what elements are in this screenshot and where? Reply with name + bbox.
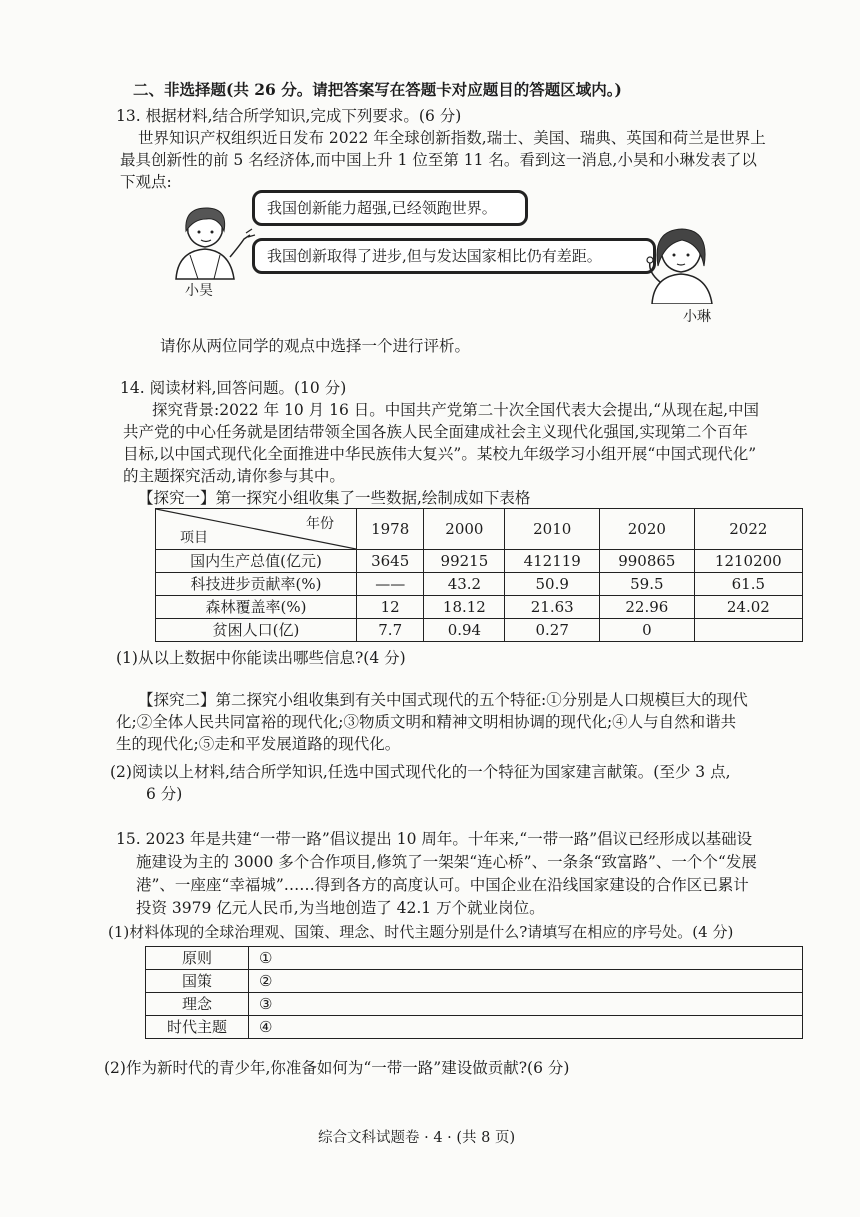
q13-title: 13. 根据材料,结合所学知识,完成下列要求。(6 分) bbox=[116, 107, 462, 125]
table-cell: 7.7 bbox=[357, 619, 424, 642]
probe2-line: 生的现代化;⑤走和平发展道路的现代化。 bbox=[116, 735, 401, 753]
q13-text-line: 世界知识产权组织近日发布 2022 年全球创新指数,瑞士、美国、瑞典、英国和荷兰是世界上 bbox=[138, 129, 766, 147]
table-cell: 99215 bbox=[424, 550, 505, 573]
year-header: 2010 bbox=[505, 509, 600, 550]
year-header: 2000 bbox=[424, 509, 505, 550]
table-cell: 3645 bbox=[357, 550, 424, 573]
table-row bbox=[146, 947, 803, 970]
table-row bbox=[146, 993, 803, 1016]
row-label: 贫困人口(亿) bbox=[156, 619, 357, 642]
section-header: 二、非选择题(共 26 分。请把答案写在答题卡对应题目的答题区域内。) bbox=[133, 80, 622, 99]
boy-name: 小昊 bbox=[185, 283, 213, 299]
q14-sub1: (1)从以上数据中你能读出哪些信息?(4 分) bbox=[116, 649, 406, 667]
q14-title: 14. 阅读材料,回答问题。(10 分) bbox=[120, 379, 347, 397]
table-cell: 18.12 bbox=[424, 596, 505, 619]
q14-sub2-line: (2)阅读以上材料,结合所学知识,任选中国式现代化的一个特征为国家建言献策。(至少 3 点, bbox=[110, 763, 731, 781]
table-cell: 59.5 bbox=[600, 573, 695, 596]
table-row bbox=[146, 1016, 803, 1039]
fill-answer-cell[interactable]: ④ bbox=[249, 1016, 803, 1039]
fill-answer-cell[interactable]: ② bbox=[249, 970, 803, 993]
table-header-row bbox=[156, 509, 803, 550]
table-cell: 0.94 bbox=[424, 619, 505, 642]
fill-label: 国策 bbox=[146, 970, 249, 993]
table-cell bbox=[694, 619, 802, 642]
year-header: 2020 bbox=[600, 509, 695, 550]
table-row bbox=[146, 970, 803, 993]
probe1-title: 【探究一】第一探究小组收集了一些数据,绘制成如下表格 bbox=[138, 489, 531, 507]
bubble-boy: 我国创新能力超强,已经领跑世界。 bbox=[252, 190, 528, 226]
probe2-line: 【探究二】第二探究小组收集到有关中国式现代的五个特征:①分别是人口规模巨大的现代 bbox=[138, 691, 748, 709]
row-label: 国内生产总值(亿元) bbox=[156, 550, 357, 573]
fill-label: 时代主题 bbox=[146, 1016, 249, 1039]
q13-text-line: 最具创新性的前 5 名经济体,而中国上升 1 位至第 11 名。看到这一消息,小昊和小琳发表了以 bbox=[120, 151, 757, 169]
q15-sub2: (2)作为新时代的青少年,你准备如何为“一带一路”建设做贡献?(6 分) bbox=[104, 1059, 570, 1077]
table-cell: 0.27 bbox=[505, 619, 600, 642]
fill-answer-cell[interactable]: ① bbox=[249, 947, 803, 970]
q15-text-line: 投资 3979 亿元人民币,为当地创造了 42.1 万个就业岗位。 bbox=[136, 899, 545, 917]
q14-text-line: 共产党的中心任务就是团结带领全国各族人民全面建成社会主义现代化强国,实现第二个百年 bbox=[123, 423, 748, 441]
table-cell: 22.96 bbox=[600, 596, 695, 619]
table-cell: 61.5 bbox=[694, 573, 802, 596]
answer-fill-table bbox=[145, 946, 803, 1039]
girl-name: 小琳 bbox=[683, 309, 711, 325]
probe2-line: 化;②全体人民共同富裕的现代化;③物质文明和精神文明相协调的现代化;④人与自然和谐共 bbox=[116, 713, 737, 731]
year-header: 1978 bbox=[357, 509, 424, 550]
q15-title: 15. 2023 年是共建“一带一路”倡议提出 10 周年。十年来,“一带一路”倡议已经形成以基础设 bbox=[116, 830, 753, 848]
bubble-girl: 我国创新取得了进步,但与发达国家相比仍有差距。 bbox=[252, 238, 656, 274]
data-table bbox=[155, 508, 803, 642]
q13-text-line: 下观点: bbox=[120, 173, 172, 191]
q15-text-line: 施建设为主的 3000 多个合作项目,修筑了一架架“连心桥”、一条条“致富路”、一个个“发展 bbox=[136, 853, 757, 871]
q15-sub1: (1)材料体现的全球治理观、国策、理念、时代主题分别是什么?请填写在相应的序号处。(4 分) bbox=[108, 923, 734, 941]
table-row bbox=[156, 596, 803, 619]
boy-illustration bbox=[168, 205, 258, 280]
corner-item-label: 项目 bbox=[180, 530, 208, 546]
table-cell: —— bbox=[357, 573, 424, 596]
q15-text-line: 港”、一座座“幸福城”……得到各方的高度认可。中国企业在沿线国家建设的合作区已累计 bbox=[136, 876, 749, 894]
table-cell: 24.02 bbox=[694, 596, 802, 619]
corner-year-label: 年份 bbox=[306, 516, 334, 532]
table-corner-cell bbox=[156, 509, 357, 550]
q14-text-line: 目标,以中国式现代化全面推进中华民族伟大复兴”。某校九年级学习小组开展“中国式现代化” bbox=[123, 445, 757, 463]
row-label: 科技进步贡献率(%) bbox=[156, 573, 357, 596]
table-row bbox=[156, 619, 803, 642]
fill-label: 原则 bbox=[146, 947, 249, 970]
year-header: 2022 bbox=[694, 509, 802, 550]
page-footer: 综合文科试题卷 · 4 · (共 8 页) bbox=[318, 1130, 516, 1146]
fill-label: 理念 bbox=[146, 993, 249, 1016]
q14-text-line: 的主题探究活动,请你参与其中。 bbox=[123, 467, 345, 485]
q14-sub2-line: 6 分) bbox=[146, 785, 183, 803]
table-cell: 43.2 bbox=[424, 573, 505, 596]
fill-answer-cell[interactable]: ③ bbox=[249, 993, 803, 1016]
row-label: 森林覆盖率(%) bbox=[156, 596, 357, 619]
q14-text-line: 探究背景:2022 年 10 月 16 日。中国共产党第二十次全国代表大会提出,“从现在起,中国 bbox=[152, 401, 760, 419]
table-cell: 1210200 bbox=[694, 550, 802, 573]
table-cell: 12 bbox=[357, 596, 424, 619]
table-cell: 50.9 bbox=[505, 573, 600, 596]
table-row bbox=[156, 550, 803, 573]
table-cell: 990865 bbox=[600, 550, 695, 573]
table-cell: 21.63 bbox=[505, 596, 600, 619]
table-cell: 412119 bbox=[505, 550, 600, 573]
girl-illustration bbox=[640, 226, 720, 304]
table-cell: 0 bbox=[600, 619, 695, 642]
q13-prompt: 请你从两位同学的观点中选择一个进行评析。 bbox=[160, 337, 471, 355]
table-row bbox=[156, 573, 803, 596]
